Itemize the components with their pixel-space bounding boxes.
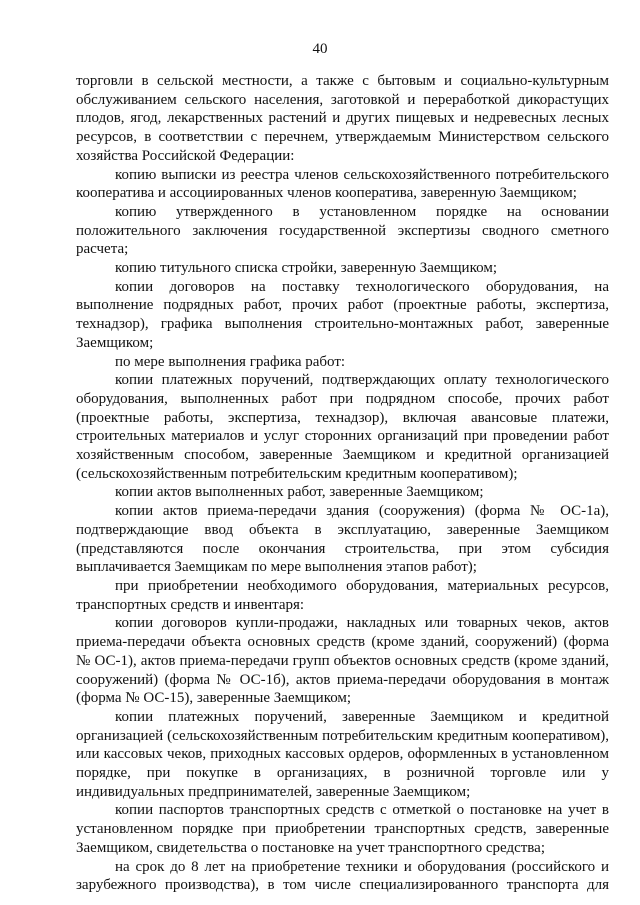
- paragraph-4: копию титульного списка стройки, заверенную Заемщиком;: [115, 260, 497, 277]
- page-number: 40: [312, 41, 328, 57]
- paragraph-13: копии паспортов транспортных средств с отметкой о постановке на учет в установленном порядке при приобретении транспортных средств, заверенные Заемщиком, свидетельства о постановке на учет транспортного средства;: [76, 802, 609, 856]
- paragraph-1: торговли в сельской местности, а также с бытовым и социально-культурным обслуживанием сельского населения, заготовкой и переработкой дикорастущих плодов, ягод, лекарственных растений и других пищевых и недревесных лесных ресурсов, в соответствии с перечнем, утверждаемым Министерством сельского хозяйства Российской Федерации:: [76, 73, 609, 164]
- paragraph-14: на срок до 8 лет на приобретение техники и оборудования (российского и зарубежного производства), в том числе специализированного транспорта для: [76, 858, 609, 894]
- paragraph-3: копию утвержденного в установленном порядке на основании положительного заключения государственной экспертизы сводного сметного расчета;: [76, 203, 609, 258]
- paragraph-2: копию выписки из реестра членов сельскохозяйственного потребительского кооператива и ассоциированных членов кооператива, заверенную Заемщиком;: [76, 166, 609, 202]
- paragraph-10: при приобретении необходимого оборудования, материальных ресурсов, транспортных средств и инвентаря:: [76, 577, 609, 613]
- document-body: [76, 72, 609, 895]
- paragraph-12: копии платежных поручений, заверенные Заемщиком и кредитной организацией (сельскохозяйственным потребительским кредитным кооперативом), или кассовых чеков, приходных кассовых ордеров, оформленных в установленном порядке, при покупке в организациях, в розничной торговле или у индивидуальных предпринимателей, заверенные Заемщиком;: [76, 708, 609, 800]
- paragraph-6: по мере выполнения графика работ:: [115, 353, 346, 370]
- paragraph-7: копии платежных поручений, подтверждающих оплату технологического оборудования, выполненных работ при подрядном способе, прочих работ (проектные работы, экспертиза, технадзор), включая авансовые платежи, строительных материалов и услуг сторонних организаций при проведении работ хозяйственным способом, заверенные Заемщиком и кредитной организацией (сельскохозяйственным потребительским кредитным кооперативом);: [76, 372, 609, 482]
- paragraph-5: копии договоров на поставку технологического оборудования, на выполнение подрядных работ, прочих работ (проектные работы, экспертиза, технадзор), графика выполнения строительно-монтажных работ, заверенные Заемщиком;: [76, 278, 609, 351]
- paragraph-8: копии актов выполненных работ, заверенные Заемщиком;: [115, 484, 484, 501]
- paragraph-11: копии договоров купли-продажи, накладных или товарных чеков, актов приема-передачи объекта основных средств (кроме зданий, сооружений) (форма № ОС-1), актов приема-передачи групп объектов основных средств (кроме зданий, сооружений) (форма № ОС-1б), актов приема-передачи оборудования в монтаж (форма № ОС-15), заверенные Заемщиком;: [76, 615, 609, 707]
- paragraph-9: копии актов приема-передачи здания (сооружения) (форма № ОС-1а), подтверждающие ввод объекта в эксплуатацию, заверенные Заемщиком (представляются после окончания строительства, при этом субсидия выплачивается Заемщикам по мере выполнения этапов работ);: [76, 503, 609, 576]
